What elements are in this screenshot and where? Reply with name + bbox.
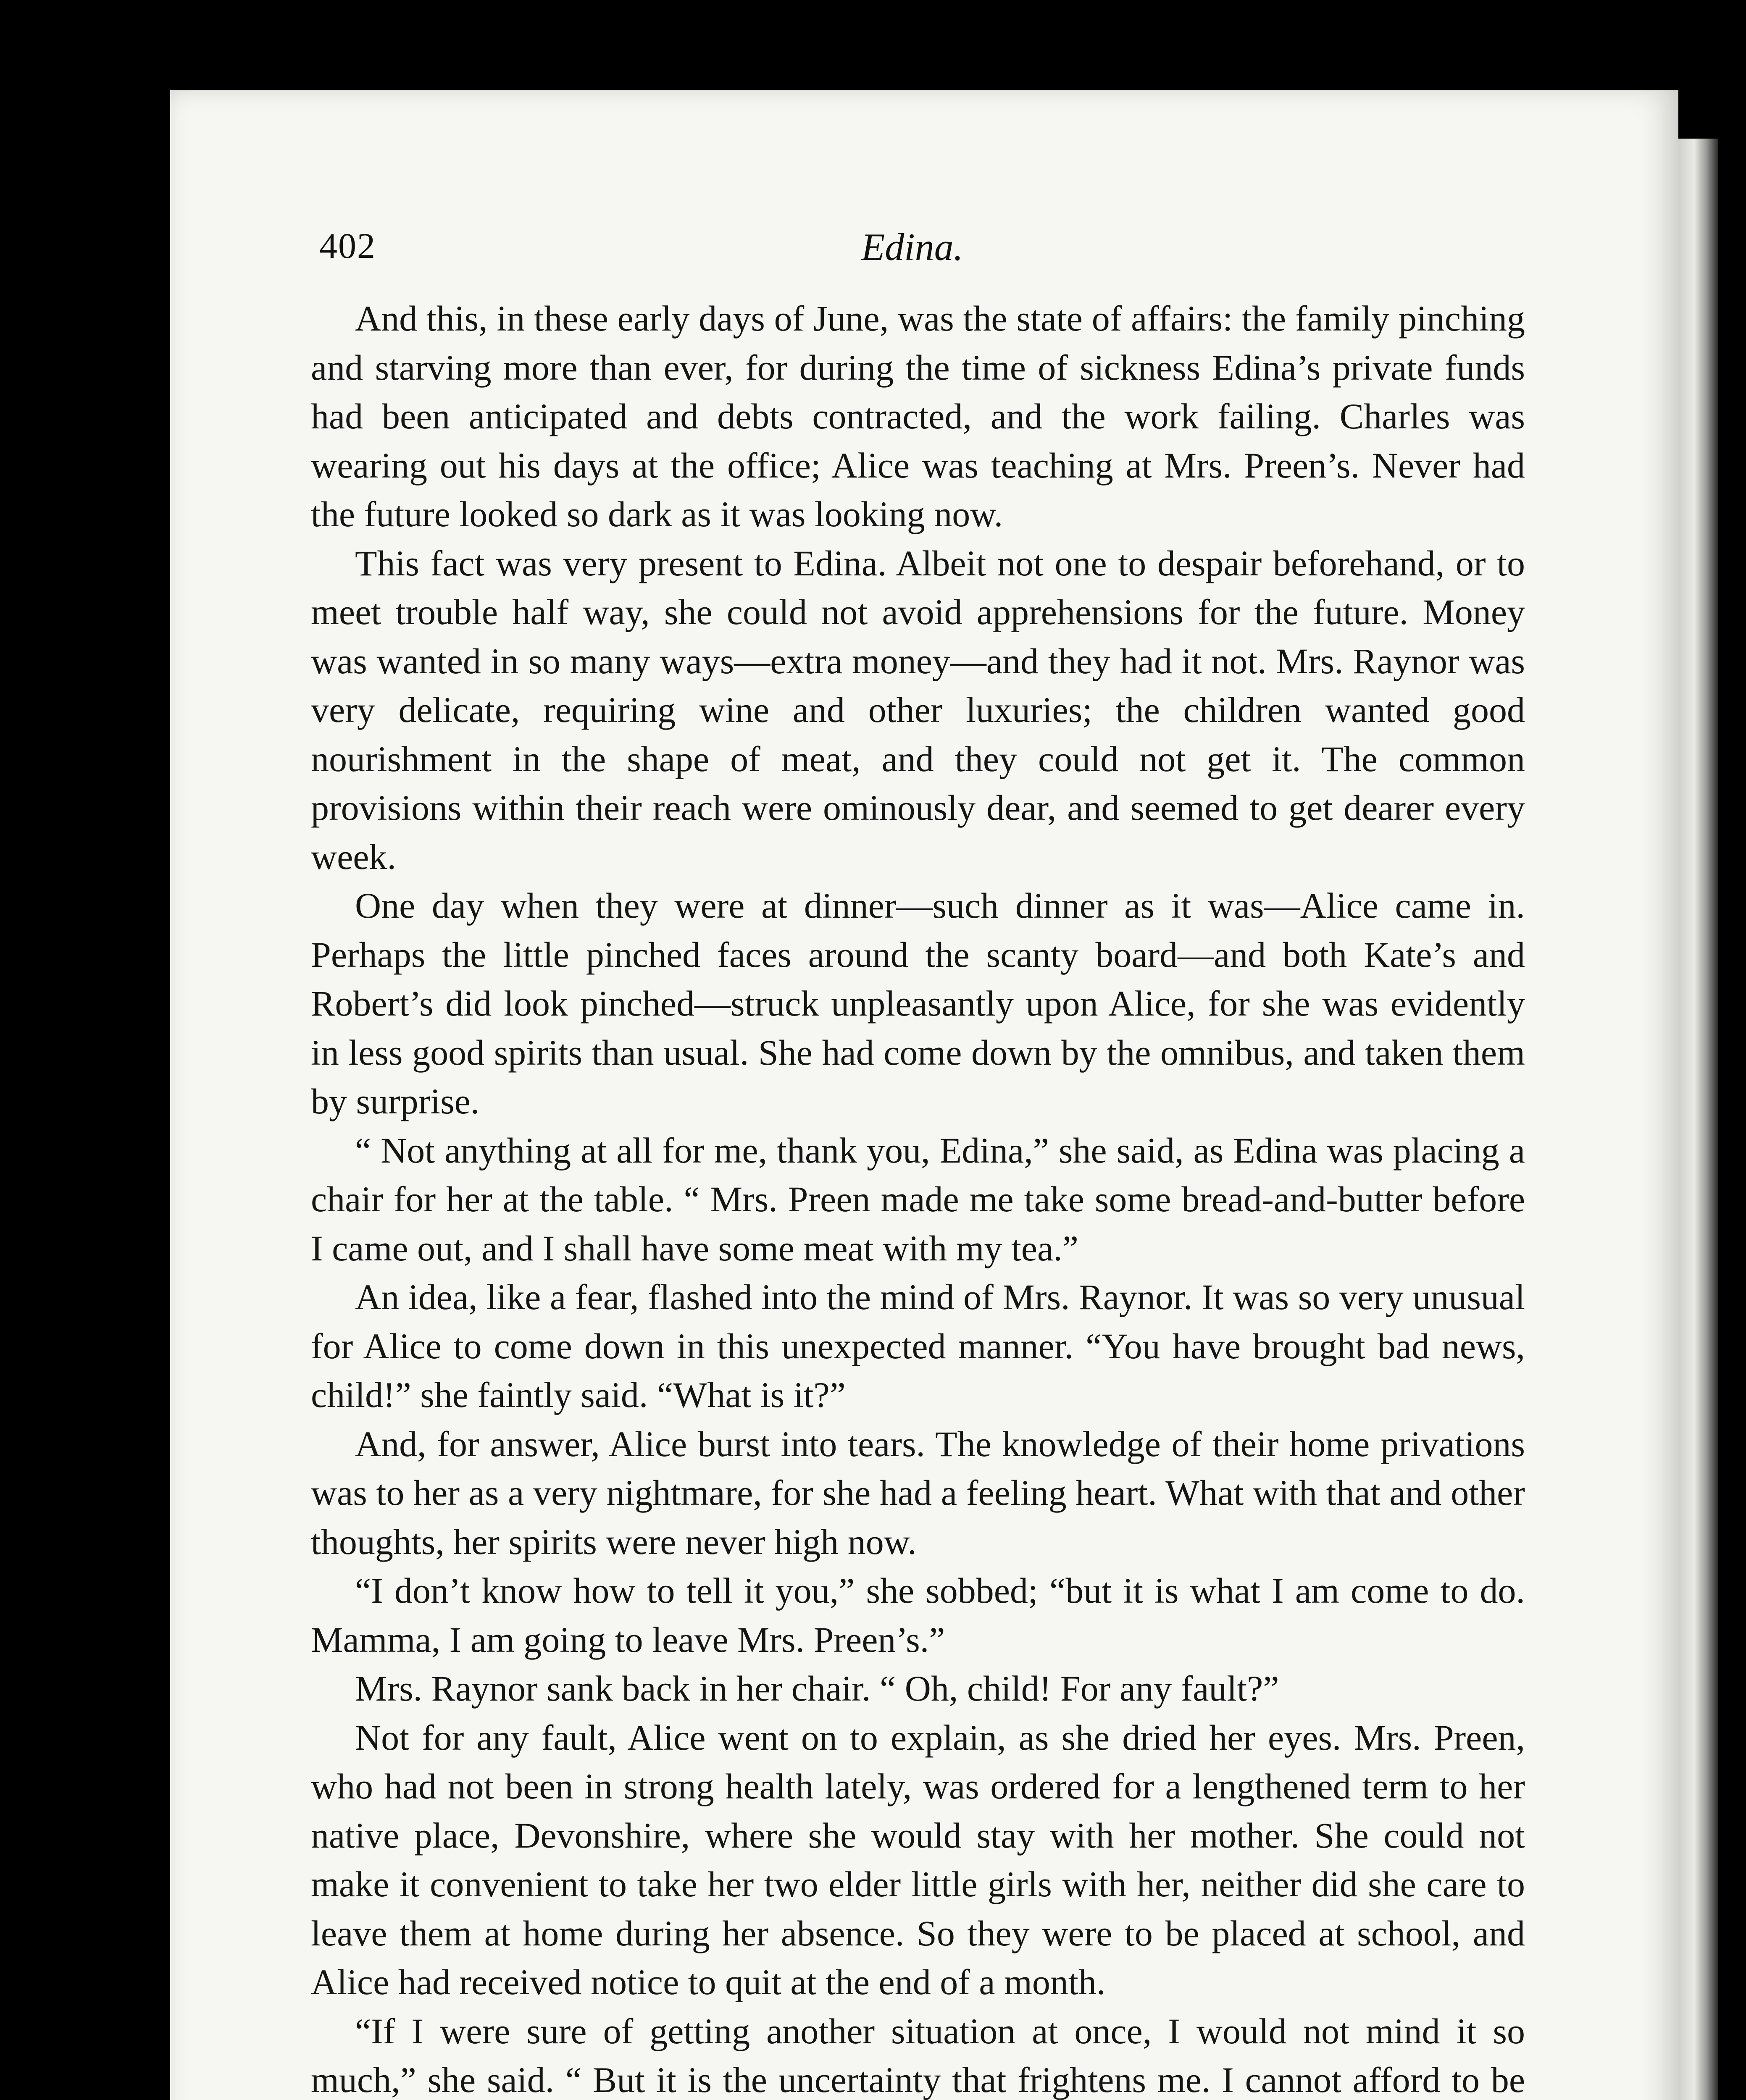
paragraph: Mrs. Raynor sank back in her chair. “ Oh, child! For any fault?” xyxy=(355,1668,1279,1709)
page-number: 402 xyxy=(319,226,376,266)
paragraph: “I don’t know how to tell it you,” she sobbed; “but it is what I am come to do. Mamma, I am going to leave Mrs. Preen’s.” xyxy=(311,1570,1525,1660)
running-title: Edina. xyxy=(861,226,963,268)
paragraph: And this, in these early days of June, was the state of affairs: the family pinching and starving more than ever, for during the time of sickness Edina’s private funds had been anticipated and debts contracted, and the work failing. Charles was wearing out his days at the office; Alice was teaching at Mrs. Preen’s. Never had the future looked so dark as it was looking now. xyxy=(311,298,1525,534)
body-text xyxy=(311,294,1525,2100)
paragraph: An idea, like a fear, flashed into the mind of Mrs. Raynor. It was so very unusual for Alice to come down in this unexpected manner. “You have brought bad news, child!” she faintly said. “What is it?” xyxy=(311,1277,1525,1415)
paragraph: “If I were sure of getting another situation at once, I would not mind it so much,” she said. “ But it is the uncertainty that frightens me. I cannot afford to be xyxy=(311,2011,1525,2100)
page-edge-shadow xyxy=(1678,139,1718,2100)
running-header xyxy=(319,225,1517,284)
paragraph: This fact was very present to Edina. Albeit not one to despair beforehand, or to meet trouble half way, she could not avoid apprehensions for the future. Money was wanted in so many ways—extra money—and they had it not. Mrs. Raynor was very delicate, requiring wine and other luxuries; the children wanted good nourishment in the shape of meat, and they could not get it. The common provisions within their reach were ominously dear, and seemed to get dearer every week. xyxy=(311,543,1525,877)
paragraph: And, for answer, Alice burst into tears. The knowledge of their home privations was to her as a very nightmare, for she had a feeling heart. What with that and other thoughts, her spirits were never high now. xyxy=(311,1423,1525,1562)
paragraph: One day when they were at dinner—such dinner as it was—Alice came in. Perhaps the little pinched faces around the scanty board—and both Kate’s and Robert’s did look pinched—struck unpleasantly upon Alice, for she was evidently in less good spirits than usual. She had come down by the omnibus, and taken them by surprise. xyxy=(311,885,1525,1121)
paragraph: Not for any fault, Alice went on to explain, as she dried her eyes. Mrs. Preen, who had not been in strong health lately, was ordered for a lengthened term to her native place, Devonshire, where she would stay with her mother. She could not make it convenient to take her two elder little girls with her, neither did she care to leave them at home during her absence. So they were to be placed at school, and Alice had received notice to quit at the end of a month. xyxy=(311,1717,1525,2002)
paragraph: “ Not anything at all for me, thank you, Edina,” she said, as Edina was placing a chair for her at the table. “ Mrs. Preen made me take some bread-and-butter before I came out, and I shall have some meat with my tea.” xyxy=(311,1130,1525,1268)
